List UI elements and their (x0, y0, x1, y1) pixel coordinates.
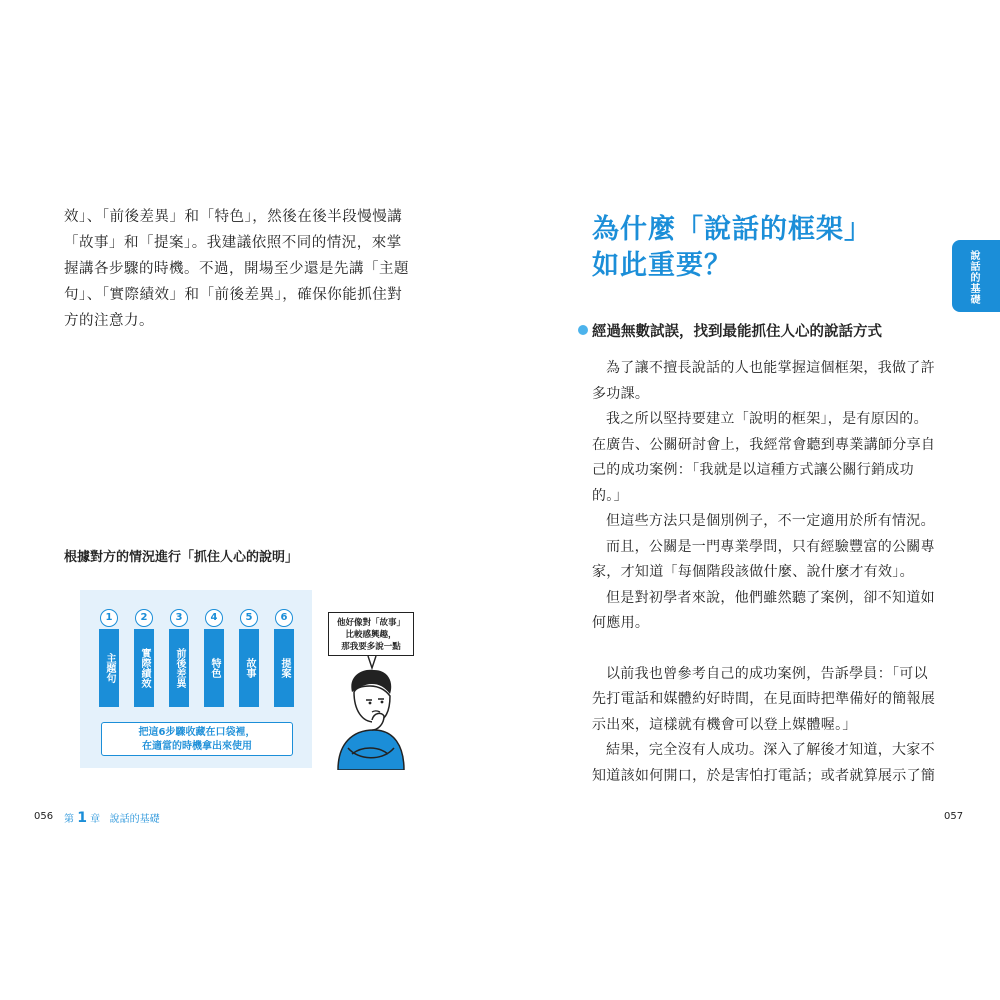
step-label: 特色 (209, 658, 220, 678)
step-number: 6 (275, 609, 293, 627)
chapter-side-tab (952, 240, 1000, 312)
figure-caption: 根據對方的情況進行「抓住人心的說明」 (64, 550, 299, 565)
left-paragraph: 效」、「前後差異」和「特色」，然後在後半段慢慢講「故事」和「提案」。我建議依照不同的情況，來掌握講各步驟的時機。不過，開場至少還是先講「主題句」、「實際績效」和「前後差異」，確保你能抓住對方的注意力。 (64, 209, 409, 329)
right-paragraph-2: 我之所以堅持要建立「說明的框架」，是有原因的。在廣告、公關研討會上，我經常會聽到專業講師分享自己的成功案例：「我就是以這種方式讓公關行銷成功的。」 (592, 411, 936, 504)
section-heading: 經過無數試誤，找到最能抓住人心的說話方式 (592, 324, 882, 340)
step-label: 前後差異 (174, 648, 185, 688)
step-number: 3 (170, 609, 188, 627)
chapter-suffix: 章 (90, 814, 101, 825)
step-bar (99, 629, 119, 707)
right-paragraph-3: 但這些方法只是個別例子，不一定適用於所有情況。 (606, 513, 935, 529)
speech-line-1: 他好像對「故事」 (336, 618, 405, 628)
pocket-note (101, 722, 293, 756)
step-bar (134, 629, 154, 707)
step-label: 實際績效 (139, 648, 150, 688)
speech-line-3: 那我要多說一點 (341, 642, 401, 652)
chapter-title: 說話的基礎 (109, 814, 160, 825)
pocket-note-line-2: 在適當的時機拿出來使用 (142, 741, 252, 752)
right-paragraph-5: 但是對初學者來說，他們雖然聽了案例，卻不知道如何應用。 (592, 589, 935, 631)
step-number: 5 (240, 609, 258, 627)
section-bullet-icon (578, 325, 588, 335)
right-paragraph-7: 結果，完全沒有人成功。深入了解後才知道，大家不知道該如何開口，於是害怕打電話；或者就算展示了簡 (592, 742, 936, 784)
title-line-1: 為什麼「說話的框架」 (592, 214, 872, 245)
thinking-person-illustration (328, 650, 408, 770)
page-title (592, 212, 872, 284)
step-number: 1 (100, 609, 118, 627)
side-tab-label: 說話的基礎 (968, 250, 979, 305)
right-paragraph-1: 為了讓不擅長說話的人也能掌握這個框架，我做了許多功課。 (592, 360, 935, 402)
left-page-body (64, 204, 416, 334)
step-bar (204, 629, 224, 707)
step-label: 故事 (244, 658, 255, 678)
pocket-note-line-1: 把這6步驟收藏在口袋裡， (138, 727, 256, 738)
right-paragraph-4: 而且，公關是一門專業學問，只有經驗豐富的公關專家，才知道「每個階段該做什麼、說什麼才有效」。 (592, 538, 935, 580)
chapter-prefix: 第 (64, 814, 74, 825)
title-line-2: 如此重要？ (592, 250, 732, 281)
step-number: 2 (135, 609, 153, 627)
left-page-number: 056 (34, 811, 54, 822)
right-page-body (592, 356, 942, 789)
speech-line-2: 比較感興趣， (345, 630, 397, 640)
right-page-number: 057 (944, 811, 964, 822)
step-number: 4 (205, 609, 223, 627)
step-label: 主題句 (104, 653, 115, 683)
chapter-label (64, 810, 160, 826)
step-bar (169, 629, 189, 707)
chapter-number: 1 (77, 810, 87, 826)
step-label: 提案 (279, 658, 290, 678)
step-bar (239, 629, 259, 707)
right-paragraph-6: 以前我也曾參考自己的成功案例，告訴學員：「可以先打電話和媒體約好時間，在見面時把準備好的簡報展示出來，這樣就有機會可以登上媒體喔。」 (592, 665, 936, 733)
step-bar (274, 629, 294, 707)
